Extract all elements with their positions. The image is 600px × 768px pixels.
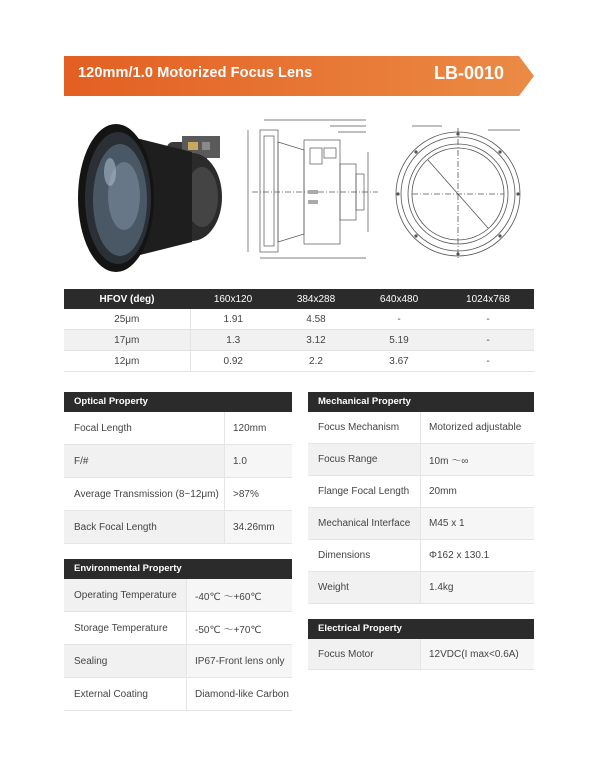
lens-photo — [72, 112, 232, 272]
property-label: Focus Range — [318, 454, 378, 465]
hfov-header-cell: 384x288 — [276, 289, 356, 309]
table-cell: - — [442, 330, 534, 351]
electrical-property-table — [308, 619, 534, 670]
property-label: External Coating — [74, 688, 148, 700]
hfov-header-cell: 640x480 — [356, 289, 442, 309]
hfov-header-cell: 160x120 — [190, 289, 276, 309]
optical-property-table — [64, 392, 292, 544]
table-cell: 17μm — [64, 330, 190, 351]
table-row — [64, 445, 292, 478]
property-label: Weight — [318, 582, 349, 593]
hfov-table — [64, 289, 534, 372]
table-row — [64, 645, 292, 678]
table-cell: - — [356, 309, 442, 330]
table-row — [308, 412, 534, 444]
property-label: Sealing — [74, 655, 108, 667]
property-label: Operating Temperature — [74, 589, 177, 601]
property-value: -50℃ ～+70℃ — [186, 612, 292, 644]
table-row — [308, 476, 534, 508]
property-value: 10m ～∞ — [420, 444, 534, 475]
table-cell: 1.91 — [190, 309, 276, 330]
section-heading: Electrical Property — [308, 619, 534, 639]
table-row — [64, 351, 534, 372]
table-row — [64, 579, 292, 612]
table-cell: 3.12 — [276, 330, 356, 351]
property-value: -40℃ ～+60℃ — [186, 579, 292, 611]
section-heading: Optical Property — [64, 392, 292, 412]
property-label: Flange Focal Length — [318, 486, 410, 497]
section-heading: Mechanical Property — [308, 392, 534, 412]
property-value: Motorized adjustable — [420, 412, 534, 443]
table-row — [64, 478, 292, 511]
property-value: 1.0 — [224, 445, 292, 477]
table-cell: 5.19 — [356, 330, 442, 351]
hfov-header-row — [64, 289, 534, 309]
table-cell: 4.58 — [276, 309, 356, 330]
property-label: F/# — [74, 455, 89, 467]
title-banner — [64, 56, 534, 96]
table-row — [308, 639, 534, 670]
property-value: M45 x 1 — [420, 508, 534, 539]
table-cell: 12μm — [64, 351, 190, 372]
table-row — [64, 511, 292, 544]
property-value: >87% — [224, 478, 292, 510]
table-row — [64, 612, 292, 645]
side-view-drawing — [238, 112, 388, 272]
property-value: 12VDC(I max<0.6A) — [420, 639, 534, 669]
table-cell: - — [442, 309, 534, 330]
hfov-header-cell: 1024x768 — [442, 289, 534, 309]
mechanical-property-table — [308, 392, 534, 604]
property-label: Back Focal Length — [74, 521, 157, 533]
table-cell: 3.67 — [356, 351, 442, 372]
table-row — [308, 572, 534, 604]
front-view-drawing — [392, 112, 532, 272]
property-value: Diamond-like Carbon — [186, 678, 292, 710]
table-row — [308, 444, 534, 476]
table-row — [64, 412, 292, 445]
table-row — [64, 309, 534, 330]
table-cell: 2.2 — [276, 351, 356, 372]
hfov-header-cell: HFOV (deg) — [64, 289, 190, 309]
property-value: 120mm — [224, 412, 292, 444]
property-label: Focus Motor — [318, 648, 374, 660]
product-title: 120mm/1.0 Motorized Focus Lens — [78, 65, 313, 81]
property-value: 34.26mm — [224, 511, 292, 543]
property-value: 1.4kg — [420, 572, 534, 603]
property-label: Storage Temperature — [74, 622, 168, 634]
property-value: 20mm — [420, 476, 534, 507]
property-value: IP67-Front lens only — [186, 645, 292, 677]
table-row — [64, 678, 292, 711]
property-label: Focus Mechanism — [318, 422, 400, 433]
property-label: Average Transmission (8~12μm) — [74, 488, 219, 500]
table-cell: 0.92 — [190, 351, 276, 372]
property-label: Mechanical Interface — [318, 518, 411, 529]
environmental-property-table — [64, 559, 292, 711]
table-cell: 1.3 — [190, 330, 276, 351]
table-cell: - — [442, 351, 534, 372]
table-cell: 25μm — [64, 309, 190, 330]
table-row — [64, 330, 534, 351]
table-row — [308, 508, 534, 540]
table-row — [308, 540, 534, 572]
property-value: Φ162 x 130.1 — [420, 540, 534, 571]
property-label: Dimensions — [318, 550, 371, 561]
section-heading: Environmental Property — [64, 559, 292, 579]
property-label: Focal Length — [74, 422, 132, 434]
product-code: LB-0010 — [433, 63, 504, 83]
